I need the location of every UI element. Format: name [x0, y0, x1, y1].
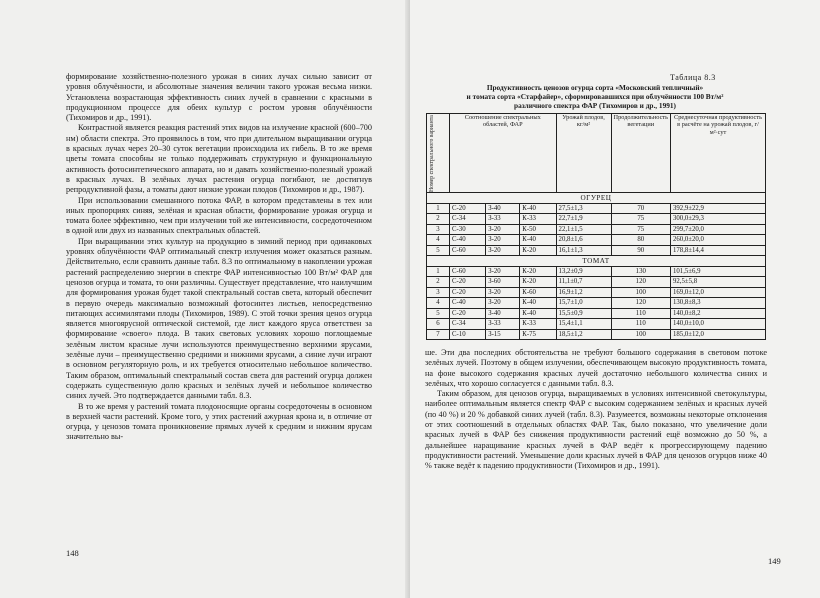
table-cell: 169,0±12,0 [671, 287, 766, 298]
table-cell: З-33 [486, 319, 520, 330]
table-cell: К-20 [520, 245, 556, 256]
table-cell: 92,5±5,8 [671, 277, 766, 288]
table-row [427, 203, 766, 214]
table-cell: 15,4±1,1 [556, 319, 611, 330]
table-cell: 120 [611, 298, 670, 309]
table-row [427, 224, 766, 235]
left-page-body [66, 72, 372, 443]
table-cell: К-40 [520, 235, 556, 246]
table-cell: К-20 [520, 277, 556, 288]
table-cell: 18,5±1,2 [556, 329, 611, 340]
table-cell: З-20 [486, 287, 520, 298]
table-cell: 140,0±8,2 [671, 308, 766, 319]
table-cell: З-33 [486, 214, 520, 225]
header-yield: Урожай плодов, кг/м² [556, 114, 611, 193]
table-row [427, 245, 766, 256]
table-cell: 260,0±20,0 [671, 235, 766, 246]
table-cell: 16,1±1,3 [556, 245, 611, 256]
table-cell: 75 [611, 214, 670, 225]
table-cell: К-40 [520, 203, 556, 214]
table-row [427, 319, 766, 330]
table-cell: 130 [611, 266, 670, 277]
table-cell: 1 [427, 266, 450, 277]
table-cell: К-40 [520, 298, 556, 309]
section-label: ТОМАТ [427, 256, 766, 267]
table-cell: З-20 [486, 266, 520, 277]
table-body [427, 193, 766, 340]
table-cell: З-20 [486, 298, 520, 309]
table-cell: С-10 [450, 329, 486, 340]
table-cell: С-20 [450, 308, 486, 319]
table-cell: К-75 [520, 329, 556, 340]
table-section-row [427, 256, 766, 267]
table-title [425, 83, 765, 110]
table-cell: 110 [611, 308, 670, 319]
table-cell: 110 [611, 319, 670, 330]
table-row [427, 308, 766, 319]
table-cell: 13,2±0,9 [556, 266, 611, 277]
paragraph: В то же время у растений томата плодоносящие органы сосредоточены в основном в верхней части растений. Кроме того, у этих растений ажурная крона и, в отличие от огурца, у ценозов томата проникновение прямых лучей к средним и нижним ярусам значительно вы- [66, 401, 372, 442]
table-cell: 4 [427, 235, 450, 246]
table-cell: З-60 [486, 277, 520, 288]
table-cell: З-15 [486, 329, 520, 340]
header-ratio: Соотношение спектральных областей, ФАР [450, 114, 557, 193]
paragraph: ше. Эти два последних обстоятельства не требуют большого содержания в световом потоке зелёных лучей. Поэтому в общем излучении, обеспечивающем высокую продуктивность томата, на фоне высокого содержания красных лучей достаточно небольшого количества синих и зелёных, что хорошо согласуется с данными табл. 8.3. [425, 348, 767, 388]
table-cell: З-40 [486, 308, 520, 319]
table-row [427, 298, 766, 309]
table-cell: 6 [427, 319, 450, 330]
table-row [427, 329, 766, 340]
table-row [427, 277, 766, 288]
table-cell: 22,1±1,5 [556, 224, 611, 235]
table-cell: 7 [427, 329, 450, 340]
page-number-left: 148 [66, 548, 79, 558]
table-cell: 80 [611, 235, 670, 246]
table-cell: С-40 [450, 235, 486, 246]
table-cell: К-40 [520, 308, 556, 319]
paragraph: При выращивании этих культур на продукцию в зимний период при одинаковых уровнях облучённости ФАР оптимальный спектр излучения может оказаться разным. Действительно, если сравнить данные табл. 8.3 по оптимальному в накоплении урожая растений распределению энергии в спектре ФАР интенсивностью 100 Вт/м² ФАР для ценозов огурца и томата, то они различны. Существует представление, что наилучшим для формирования урожая будет такой спектральный состав света, который обеспечит в первую очередь максимально возможный фотосинтез листьев, непосредственно питающих ассимилятами плоды (Тихомиров, 1989). С этой точки зрения ценоз огурца является многоярусной оптической системой, где лист каждого яруса ответствен за формирование «своего» плода. В таких световых условиях хорошо поглощаемые зелёным листом красные лучи используются преимущественно верхними ярусами, зелёные лучи – преимущественно средними и нижними ярусами, а синие лучи играют в основном регуляторную роль, и их требуется относительно небольшое количество. Таким образом, оптимальный спектральный состав света для растений огурца должен содержать существенную долю красных и зелёных лучей и небольшое количество синих лучей. Это подтверждается данными табл. 8.3. [66, 236, 372, 401]
table-cell: 101,5±6,9 [671, 266, 766, 277]
table-cell: 1 [427, 203, 450, 214]
table-cell: С-40 [450, 298, 486, 309]
table-cell: 3 [427, 224, 450, 235]
table-cell: 100 [611, 329, 670, 340]
table-cell: 5 [427, 308, 450, 319]
table-row [427, 235, 766, 246]
section-label: ОГУРЕЦ [427, 193, 766, 204]
table-cell: 178,8±14,4 [671, 245, 766, 256]
table-cell: 120 [611, 277, 670, 288]
table-cell: 130,8±8,3 [671, 298, 766, 309]
table-cell: 90 [611, 245, 670, 256]
table-cell: 4 [427, 298, 450, 309]
table-cell: С-60 [450, 245, 486, 256]
table-row [427, 266, 766, 277]
table-cell: 185,0±12,0 [671, 329, 766, 340]
table-cell: 11,1±0,7 [556, 277, 611, 288]
header-variant: Номер спектрального варианта [427, 114, 450, 193]
table-cell: 27,5±1,3 [556, 203, 611, 214]
table-cell: С-30 [450, 224, 486, 235]
table-cell: З-20 [486, 224, 520, 235]
paragraph: Контрастной является реакция растений этих видов на излучение красной (600–700 нм) области спектра. Это проявилось в том, что при длительном выращивании огурца в красных лучах через 20–30 суток вегетации происходила их гибель. В то же время цветы томата способны не только поддерживать структурную и функциональную активность фотосинтетического аппарата, но и давать хозяйственно-полезный урожай в красных лучах. В зелёных лучах растения огурца погибают, не достигнув репродуктивной фазы, а томаты дают низкие урожаи плодов (Тихомиров и др., 1987). [66, 123, 372, 195]
table-cell: 140,0±10,0 [671, 319, 766, 330]
table-cell: 100 [611, 287, 670, 298]
table-cell: 16,9±1,2 [556, 287, 611, 298]
table-cell: 15,5±0,9 [556, 308, 611, 319]
table-cell: С-20 [450, 203, 486, 214]
table-cell: К-50 [520, 224, 556, 235]
table-cell: С-20 [450, 287, 486, 298]
table-cell: 2 [427, 214, 450, 225]
table-cell: 22,7±1,9 [556, 214, 611, 225]
table-cell: 20,8±1,6 [556, 235, 611, 246]
table-cell: 300,0±29,3 [671, 214, 766, 225]
header-duration: Продолжительность вегетации [611, 114, 670, 193]
table-cell: С-34 [450, 214, 486, 225]
table-cell: К-20 [520, 266, 556, 277]
table-cell: С-60 [450, 266, 486, 277]
table-cell: К-60 [520, 287, 556, 298]
table-title-line: различного спектра ФАР (Тихомиров и др., 1991) [514, 101, 676, 110]
table-cell: 70 [611, 203, 670, 214]
table-cell: С-34 [450, 319, 486, 330]
table-title-line: и томата сорта «Старфайер», сформировавшихся при облучённости 100 Вт/м² [466, 92, 724, 101]
table-cell: С-20 [450, 277, 486, 288]
table-cell: З-40 [486, 203, 520, 214]
paragraph: формирование хозяйственно-полезного урожая в синих лучах сильно зависит от уровня облучённости, и абсолютные значения величин такого урожая весьма низки. Установлена возрастающая эффективность синих лучей в сравнении с красными в продукционном процессе для обеих культур с ростом уровня облучённости (Тихомиров и др., 1991). [66, 72, 372, 123]
table-cell: 75 [611, 224, 670, 235]
table-cell: К-33 [520, 319, 556, 330]
table-cell: 3 [427, 287, 450, 298]
header-productivity: Среднесуточная продуктивность в расчёте на урожай плодов, г/м²·сут [671, 114, 766, 193]
table-label: Таблица 8.3 [670, 73, 716, 82]
table-cell: З-20 [486, 245, 520, 256]
table-cell: 392,9±22,9 [671, 203, 766, 214]
table-title-line: Продуктивность ценозов огурца сорта «Московский тепличный» [486, 83, 704, 92]
right-page-body [425, 348, 767, 472]
table-row [427, 214, 766, 225]
paragraph: При использовании смешанного потока ФАР, в котором представлены в тех или иных пропорциях синяя, зелёная и красная области, формирование урожая огурца и томата более эффективно, чем при излучении той же интенсивности, сосредоточенном в одной или двух из названных спектральных областей. [66, 195, 372, 236]
table-cell: 5 [427, 245, 450, 256]
table-cell: 2 [427, 277, 450, 288]
table-row [427, 287, 766, 298]
table-section-row [427, 193, 766, 204]
table-cell: К-33 [520, 214, 556, 225]
page-number-right: 149 [768, 556, 781, 566]
table-cell: З-20 [486, 235, 520, 246]
productivity-table [426, 113, 766, 340]
table-cell: 299,7±20,0 [671, 224, 766, 235]
table-header-row [427, 114, 766, 193]
paragraph: Таким образом, для ценозов огурца, выращиваемых в условиях интенсивной светокультуры, наиболее оптимальным является спектр ФАР с высоким содержанием зелёных и красных лучей (по 40 %) и 20 % добавкой синих лучей (табл. 8.3). Разумеется, возможны некоторые отклонения от этих соотношений в отдельных областях ФАР. Так, было показано, что увеличение доли красных лучей в ФАР без снижения продуктивности растений ещё возможно до 50 %, а дальнейшее наращивание красных лучей в ФАР ведёт к прогрессирующему падению продуктивности растений. Уменьшение доли красных лучей в ФАР для ценозов огурцов ниже 40 % также ведёт к падению продуктивности (Тихомиров и др., 1991). [425, 389, 767, 471]
table-cell: 15,7±1,0 [556, 298, 611, 309]
